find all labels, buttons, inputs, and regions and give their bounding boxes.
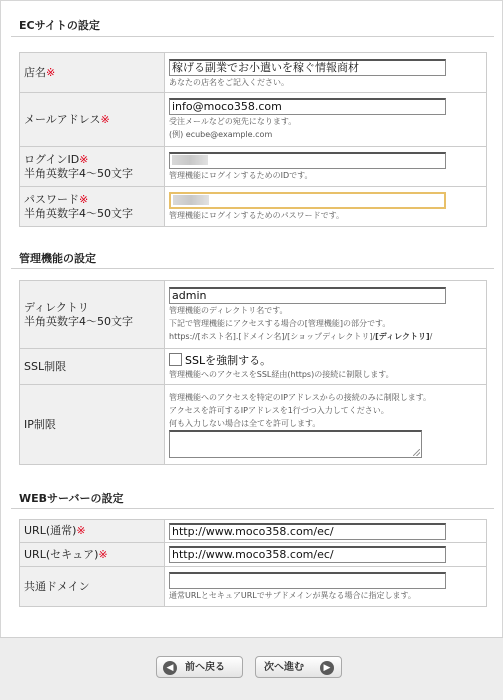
section-divider bbox=[11, 508, 494, 509]
required-mark: ※ bbox=[76, 524, 86, 537]
row-password bbox=[20, 187, 487, 227]
url-label: URL(通常)※ bbox=[20, 520, 165, 543]
common-domain-input[interactable] bbox=[169, 572, 446, 589]
row-url-secure bbox=[20, 543, 487, 567]
ssl-checkbox-label: SSLを強制する。 bbox=[185, 353, 272, 367]
ssl-note: 管理機能へのアクセスをSSL経由(https)の接続に制限します。 bbox=[169, 369, 394, 379]
common-domain-note: 通常URLとセキュアURLでサブドメインが異なる場合に指定します。 bbox=[169, 590, 416, 600]
directory-note: 下記で管理機能にアクセスする場合の[管理機能]の部分です。 bbox=[169, 318, 391, 328]
password-note: 管理機能にログインするためのパスワードです。 bbox=[169, 210, 344, 220]
shop-name-input[interactable]: 稼げる副業でお小遣いを稼ぐ情報商材 bbox=[169, 59, 446, 76]
section-title-ec: ECサイトの設定 bbox=[19, 19, 100, 32]
admin-settings-table bbox=[19, 280, 487, 465]
password-label: パスワード※ 半角英数字4～50文字 bbox=[20, 187, 165, 227]
section-title-web: WEBサーバーの設定 bbox=[19, 492, 124, 505]
footer-bar bbox=[0, 637, 503, 700]
login-id-sublabel: 半角英数字4～50文字 bbox=[24, 166, 133, 180]
login-id-label: ログインID※ 半角英数字4～50文字 bbox=[20, 147, 165, 187]
required-mark: ※ bbox=[79, 192, 89, 206]
row-ip bbox=[20, 385, 487, 465]
email-label: メールアドレス※ bbox=[20, 93, 165, 147]
next-button[interactable]: 次へ進む ▶ bbox=[255, 656, 342, 678]
email-note: 受注メールなどの宛先になります。 bbox=[169, 117, 297, 126]
ip-note: 何も入力しない場合は全てを許可します。 bbox=[169, 419, 321, 428]
section-divider bbox=[11, 36, 494, 37]
url-input[interactable]: http://www.moco358.com/ec/ bbox=[169, 523, 446, 540]
directory-input[interactable]: admin bbox=[169, 287, 446, 304]
ec-settings-table bbox=[19, 52, 487, 227]
common-domain-label: 共通ドメイン bbox=[20, 567, 165, 607]
required-mark: ※ bbox=[100, 112, 110, 126]
url-secure-label: URL(セキュア)※ bbox=[20, 543, 165, 567]
directory-url-pattern: https://[ホスト名].[ドメイン名]/[ショップディレクトリ]/[ディレクトリ]/ bbox=[169, 331, 433, 341]
web-settings-table bbox=[19, 519, 487, 607]
shop-name-label: 店名※ bbox=[20, 53, 165, 93]
email-example: (例) ecube@example.com bbox=[169, 130, 273, 139]
back-button[interactable]: ◀ 前へ戻る bbox=[156, 656, 243, 678]
row-email bbox=[20, 93, 487, 147]
blurred-value bbox=[172, 155, 208, 165]
section-divider bbox=[11, 268, 494, 269]
row-login-id bbox=[20, 147, 487, 187]
ssl-label: SSL制限 bbox=[20, 349, 165, 385]
ip-label: IP制限 bbox=[20, 385, 165, 465]
email-input[interactable]: info@moco358.com bbox=[169, 98, 446, 115]
ssl-checkbox-row[interactable] bbox=[169, 353, 486, 368]
ip-note: アクセスを許可するIPアドレスを1行づつ入力してください。 bbox=[169, 406, 389, 415]
row-directory bbox=[20, 281, 487, 349]
ip-textarea[interactable] bbox=[169, 430, 422, 458]
ip-note: 管理機能へのアクセスを特定のIPアドレスからの接続のみに制限します。 bbox=[169, 393, 432, 402]
directory-label: ディレクトリ 半角英数字4～50文字 bbox=[20, 281, 165, 349]
blurred-value bbox=[173, 195, 209, 205]
url-secure-input[interactable]: http://www.moco358.com/ec/ bbox=[169, 546, 446, 563]
required-mark: ※ bbox=[46, 65, 56, 79]
login-id-note: 管理機能にログインするためのIDです。 bbox=[169, 170, 313, 180]
back-arrow-icon: ◀ bbox=[163, 661, 177, 675]
directory-note: 管理機能のディレクトリ名です。 bbox=[169, 305, 288, 315]
required-mark: ※ bbox=[79, 152, 89, 166]
shop-name-note: あなたの店名をご記入ください。 bbox=[169, 78, 289, 87]
row-shop-name bbox=[20, 53, 487, 93]
password-input[interactable] bbox=[169, 192, 446, 209]
required-mark: ※ bbox=[98, 547, 108, 561]
row-url bbox=[20, 520, 487, 543]
section-title-admin: 管理機能の設定 bbox=[19, 252, 96, 265]
next-arrow-icon: ▶ bbox=[320, 661, 334, 675]
directory-sublabel: 半角英数字4～50文字 bbox=[24, 314, 133, 328]
login-id-input[interactable] bbox=[169, 152, 446, 169]
password-sublabel: 半角英数字4～50文字 bbox=[24, 206, 133, 220]
ssl-checkbox[interactable] bbox=[169, 353, 182, 366]
row-common-domain bbox=[20, 567, 487, 607]
resize-grip-icon[interactable] bbox=[413, 449, 420, 456]
row-ssl bbox=[20, 349, 487, 385]
